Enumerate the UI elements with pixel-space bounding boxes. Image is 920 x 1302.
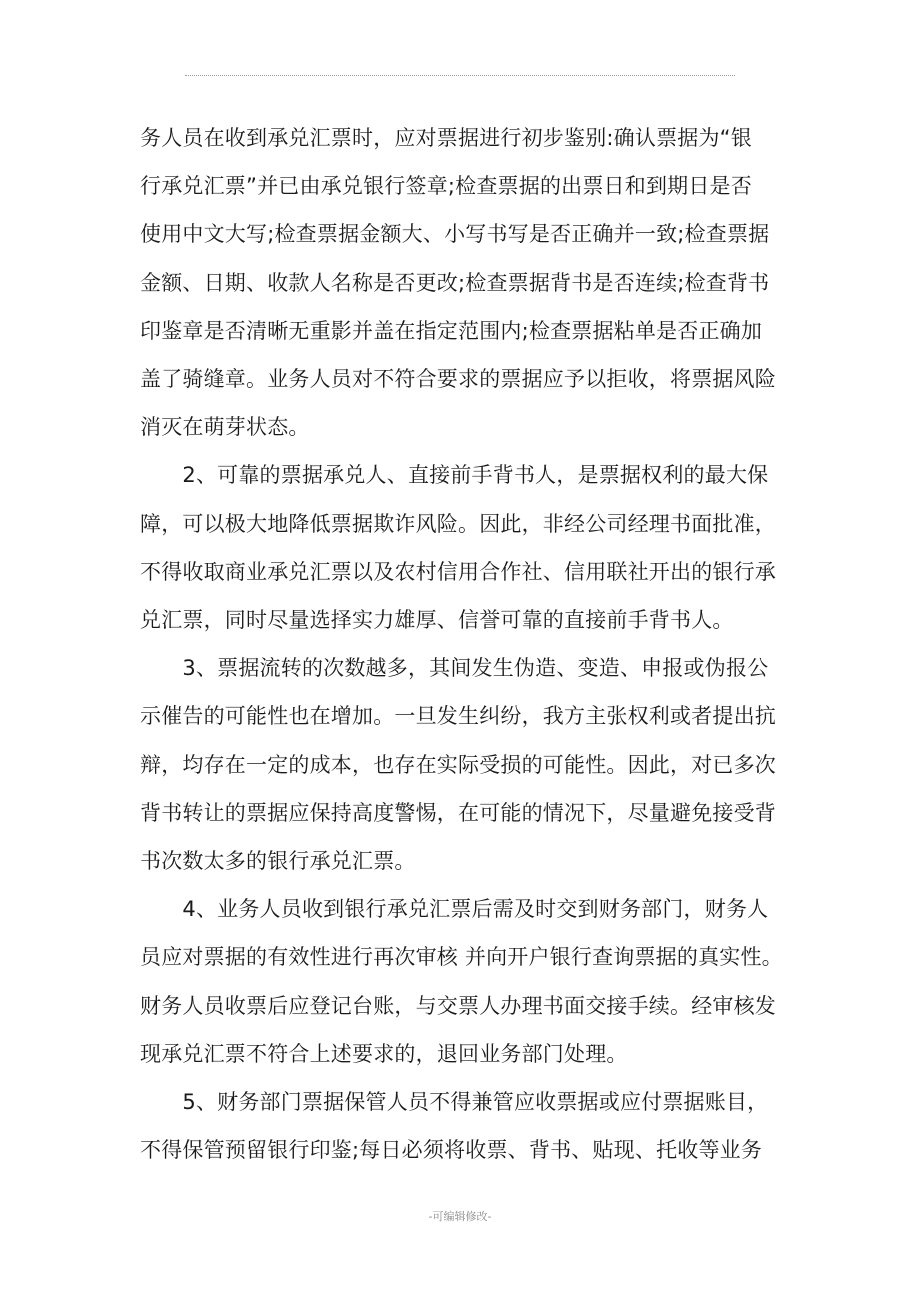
paragraph-item-4: 4、业务人员收到银行承兑汇票后需及时交到财务部门，财务人 员应对票据的有效性进行再次审核 并向开户银行查询票据的真实性。 财务人员收票后应登记台账，与交票人办理书面交接手续。经审核发 现承兑汇票不符合上述要求的，退回业务部门处理。 — [140, 897, 783, 1066]
paragraph-item-3: 3、票据流转的次数越多，其间发生伪造、变造、申报或伪报公 示催告的可能性也在增加。一旦发生纠纷，我方主张权利或者提出抗 辩，均存在一定的成本，也存在实际受损的可能性。因此，对已多次 背书转让的票据应保持高度警惕，在可能的情况下，尽量避免接受背 书次数太多的银行承兑汇票。 — [140, 656, 776, 874]
paragraph-item-2: 2、可靠的票据承兑人、直接前手背书人，是票据权利的最大保 障，可以极大地降低票据欺诈风险。因此，非经公司经理书面批准， 不得收取商业承兑汇票以及农村信用合作社、信用联社开出的银行承 兑汇票，同时尽量选择实力雄厚、信誉可靠的直接前手背书人。 — [140, 463, 776, 633]
document-body — [140, 114, 790, 1174]
header-divider — [185, 75, 735, 76]
page-footer: -可编辑修改- — [428, 1210, 492, 1223]
paragraph-item-5: 5、财务部门票据保管人员不得兼管应收票据或应付票据账目， 不得保管预留银行印鉴;每日必须将收票、背书、贴现、托收等业务 — [140, 1090, 769, 1163]
paragraph-continuation: 务人员在收到承兑汇票时，应对票据进行初步鉴别:确认票据为“银 行承兑汇票”并已由承兑银行签章;检查票据的出票日和到期日是否 使用中文大写;检查票据金额大、小写书写是否正确并一致;检查票据 金额、日期、收款人名称是否更改;检查票据背书是否连续;检查背书 印鉴章是否清晰无重影并盖在指定范围内;检查票据粘单是否正确加 盖了骑缝章。业务人员对不符合要求的票据应予以拒收，将票据风险 消灭在萌芽状态。 — [140, 126, 776, 440]
